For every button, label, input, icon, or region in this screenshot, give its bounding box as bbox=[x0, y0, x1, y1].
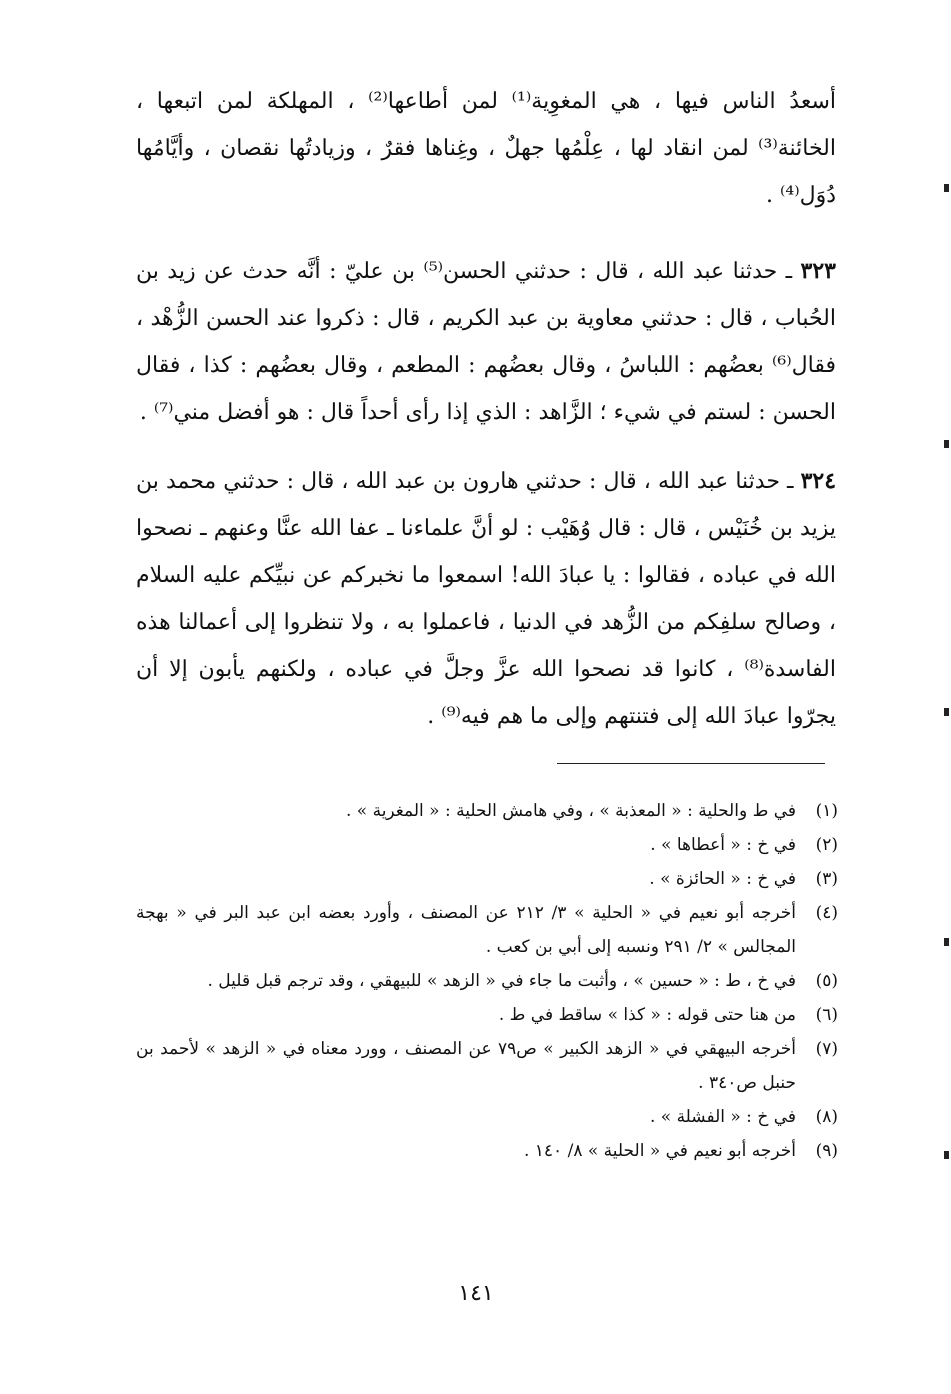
footnote-number: (١) bbox=[815, 801, 838, 821]
paragraph-323 bbox=[136, 248, 836, 436]
footnote-divider bbox=[557, 763, 825, 764]
footnote-number: (٥) bbox=[815, 971, 838, 991]
footnote-number: (٩) bbox=[815, 1141, 838, 1161]
margin-mark bbox=[944, 184, 949, 192]
paragraph-text: ـ حدثنا عبد الله ، قال : حدثني الحسن⁽⁵⁾ بن عليّ : أنَّه حدث عن زيد بن الحُباب ، قال : حدثني معاوية بن عبد الكريم ، قال : ذكروا عند الحسن الزُّهْد ، فقال⁽⁶⁾ بعضُهم : اللباسُ ، وقال بعضُهم : المطعم ، وقال بعضُهم : كذا ، فقال الحسن : لستم في شيء ؛ الزَّاهد : الذي إذا رأى أحداً قال : هو أفضل مني⁽⁷⁾ . bbox=[136, 259, 836, 425]
paragraph-number: ٣٢٣ bbox=[800, 258, 836, 284]
footnote-text: أخرجه البيهقي في « الزهد الكبير » ص٧٩ عن المصنف ، وورد معناه في « الزهد » لأحمد بن حنبل ص٣٤٠ . bbox=[136, 1039, 796, 1093]
paragraph-continuation: أسعدُ الناس فيها ، هي المغوِية⁽¹⁾ لمن أطاعها⁽²⁾ ، المهلكة لمن اتبعها ، الخائنة⁽³⁾ لمن انقاد لها ، عِلْمُها جهلٌ ، وغِناها فقرٌ ، وزيادتُها نقصان ، وأيَّامُها دُوَل⁽⁴⁾ . bbox=[136, 89, 836, 208]
footnote-text: في خ ، ط : « حسين » ، وأثبت ما جاء في « الزهد » للبيهقي ، وقد ترجم قبل قليل . bbox=[207, 971, 796, 991]
paragraph-324 bbox=[136, 458, 836, 740]
footnote-text: في خ : « أعطاها » . bbox=[650, 835, 796, 855]
footnote bbox=[136, 828, 838, 862]
paragraph-text: ـ حدثنا عبد الله ، قال : حدثني هارون بن عبد الله ، قال : حدثني محمد بن يزيد بن خُنَيْس ، قال : قال وُهَيْب : لو أنَّ علماءنا ـ عفا الله عنَّا وعنهم ـ نصحوا الله في عباده ، فقالوا : يا عبادَ الله! اسمعوا ما نخبركم عن نبيِّكم عليه السلام ، وصالح سلفِكم من الزُّهد في الدنيا ، فاعملوا به ، ولا تنظروا إلى أعمالنا هذه الفاسدة⁽⁸⁾ ، كانوا قد نصحوا الله عزَّ وجلَّ في عباده ، ولكنهم يأبون إلا أن يجرّوا عبادَ الله إلى فتنتهم وإلى ما هم فيه⁽⁹⁾ . bbox=[136, 469, 836, 729]
footnote-number: (٣) bbox=[815, 869, 838, 889]
page-number: ١٤١ bbox=[458, 1281, 494, 1306]
footnote-text: أخرجه أبو نعيم في « الحلية » ٣/ ٢١٢ عن المصنف ، وأورد بعضه ابن عبد البر في « بهجة المجالس » ٢/ ٢٩١ ونسبه إلى أبي بن كعب . bbox=[136, 903, 796, 957]
footnote-number: (٢) bbox=[815, 835, 838, 855]
paragraph-number: ٣٢٤ bbox=[800, 468, 837, 494]
margin-mark bbox=[944, 938, 949, 946]
footnote-text: في ط والحلية : « المعذبة » ، وفي هامش الحلية : « المغرية » . bbox=[345, 801, 796, 821]
footnote-text: من هنا حتى قوله : « كذا » ساقط في ط . bbox=[498, 1005, 796, 1025]
margin-mark bbox=[944, 440, 949, 448]
footnote bbox=[136, 896, 838, 964]
footnote-number: (٤) bbox=[815, 903, 838, 923]
footnote bbox=[136, 794, 838, 828]
footnote bbox=[136, 998, 838, 1032]
footnote bbox=[136, 1100, 838, 1134]
footnote-number: (٧) bbox=[815, 1039, 838, 1059]
footnote-number: (٦) bbox=[815, 1005, 838, 1025]
footnote bbox=[136, 964, 838, 998]
footnote-text: أخرجه أبو نعيم في « الحلية » ٨/ ١٤٠ . bbox=[523, 1141, 796, 1161]
footnotes bbox=[136, 794, 838, 1168]
footnote bbox=[136, 862, 838, 896]
footnote-text: في خ : « الحائزة » . bbox=[649, 869, 796, 889]
margin-mark bbox=[944, 1151, 949, 1159]
footnote bbox=[136, 1134, 838, 1168]
footnote-text: في خ : « الفشلة » . bbox=[649, 1107, 796, 1127]
footnote-number: (٨) bbox=[815, 1107, 838, 1127]
margin-mark bbox=[944, 708, 949, 716]
footnote bbox=[136, 1032, 838, 1100]
